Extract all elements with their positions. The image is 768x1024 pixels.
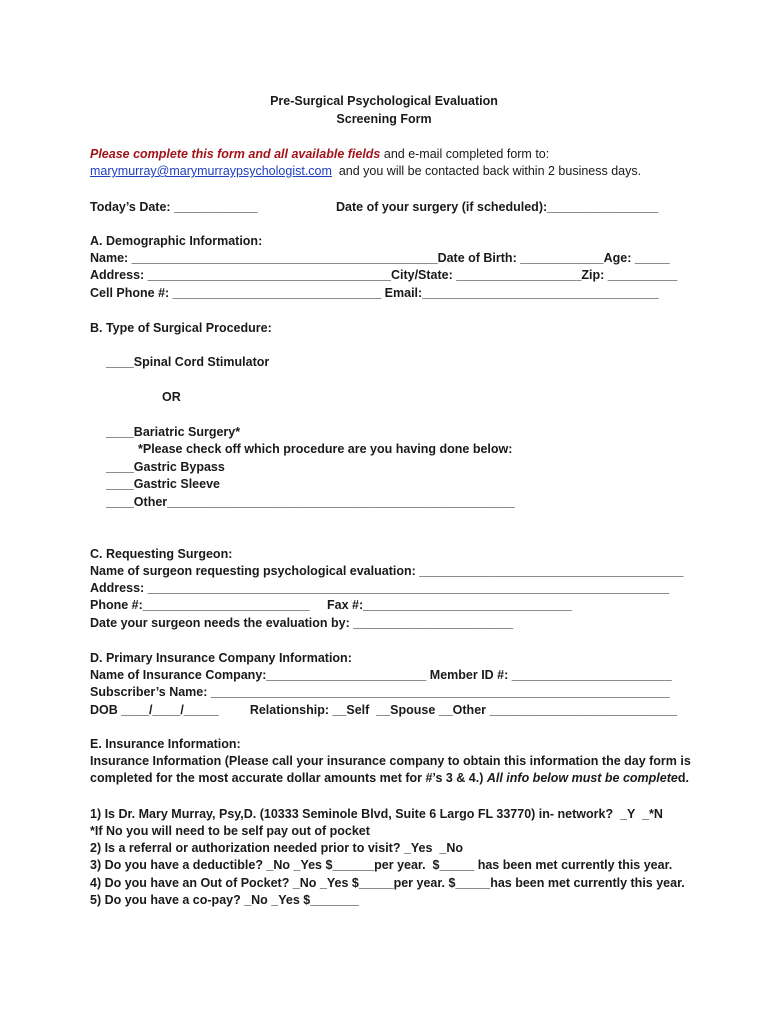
phone-email-field[interactable]: Cell Phone #: ______________________________ Email:__________________________________ [90, 286, 659, 300]
question-3-deductible[interactable]: 3) Do you have a deductible? _No _Yes $______per year. $_____ has been met currently this year. [90, 858, 673, 872]
address-city-zip-field[interactable]: Address: ___________________________________City/State: __________________Zip: __________ [90, 268, 678, 282]
section-b-heading: B. Type of Surgical Procedure: [90, 321, 272, 335]
insurance-instructions-1: Insurance Information (Please call your insurance company to obtain this information the day form is [90, 754, 691, 768]
question-1-note: *If No you will need to be self pay out of pocket [90, 824, 370, 838]
subscriber-name-field[interactable]: Subscriber’s Name: __________________________________________________________________ [90, 685, 670, 699]
intro-line-2 [90, 163, 641, 179]
gastric-bypass-option[interactable]: ____Gastric Bypass [106, 460, 225, 474]
or-label: OR [162, 390, 181, 404]
spinal-cord-option[interactable]: ____Spinal Cord Stimulator [106, 355, 270, 369]
surgery-date-field[interactable]: Date of your surgery (if scheduled):________________ [336, 200, 659, 214]
procedure-note: *Please check off which procedure are you having done below: [138, 442, 513, 456]
email-link[interactable]: marymurray@marymurraypsychologist.com [90, 164, 332, 178]
form-title: Pre-Surgical Psychological Evaluation [270, 94, 498, 108]
gastric-sleeve-option[interactable]: ____Gastric Sleeve [106, 477, 220, 491]
intro-line-1 [90, 146, 549, 162]
todays-date-field[interactable]: Today’s Date: ____________ [90, 200, 258, 214]
section-a-heading: A. Demographic Information: [90, 234, 263, 248]
name-dob-age-field[interactable]: Name: ____________________________________________Date of Birth: ____________Age: _____ [90, 251, 670, 265]
insurance-instructions-2 [90, 770, 689, 786]
dob-relationship-field[interactable]: DOB ____/____/_____ Relationship: __Self __Spouse __Other ___________________________ [90, 703, 678, 717]
bariatric-option[interactable]: ____Bariatric Surgery* [106, 425, 241, 439]
instructions-end: d. [677, 771, 689, 785]
question-2-referral[interactable]: 2) Is a referral or authorization needed prior to visit? _Yes _No [90, 841, 464, 855]
other-procedure-option[interactable]: ____Other__________________________________________________ [106, 495, 515, 509]
section-d-heading: D. Primary Insurance Company Information: [90, 651, 352, 665]
evaluation-due-field[interactable]: Date your surgeon needs the evaluation by: _______________________ [90, 616, 514, 630]
intro-contact-note: and you will be contacted back within 2 business days. [331, 164, 642, 178]
intro-instruction: Please complete this form and all available fields [90, 147, 381, 161]
question-4-out-of-pocket[interactable]: 4) Do you have an Out of Pocket? _No _Yes $_____per year. $_____has been met currently this year. [90, 876, 685, 890]
surgeon-name-field[interactable]: Name of surgeon requesting psychological evaluation: ______________________________________ [90, 564, 684, 578]
form-subtitle: Screening Form [336, 112, 432, 126]
insurance-company-field[interactable]: Name of Insurance Company:_______________________ Member ID #: _______________________ [90, 668, 672, 682]
question-5-copay[interactable]: 5) Do you have a co-pay? _No _Yes $_______ [90, 893, 359, 907]
surgeon-address-field[interactable]: Address: ___________________________________________________________________________ [90, 581, 670, 595]
surgeon-phone-fax-field[interactable]: Phone #:________________________ Fax #:______________________________ [90, 598, 572, 612]
section-e-heading: E. Insurance Information: [90, 737, 241, 751]
question-1-network[interactable]: 1) Is Dr. Mary Murray, Psy,D. (10333 Seminole Blvd, Suite 6 Largo FL 33770) in- network? _Y _*N [90, 807, 663, 821]
instructions-text: completed for the most accurate dollar amounts met for #’s 3 & 4.) [90, 771, 487, 785]
intro-email-instruction: and e-mail completed form to: [380, 147, 550, 161]
instructions-emphasis: All info below must be complete [486, 771, 678, 785]
section-c-heading: C. Requesting Surgeon: [90, 547, 233, 561]
